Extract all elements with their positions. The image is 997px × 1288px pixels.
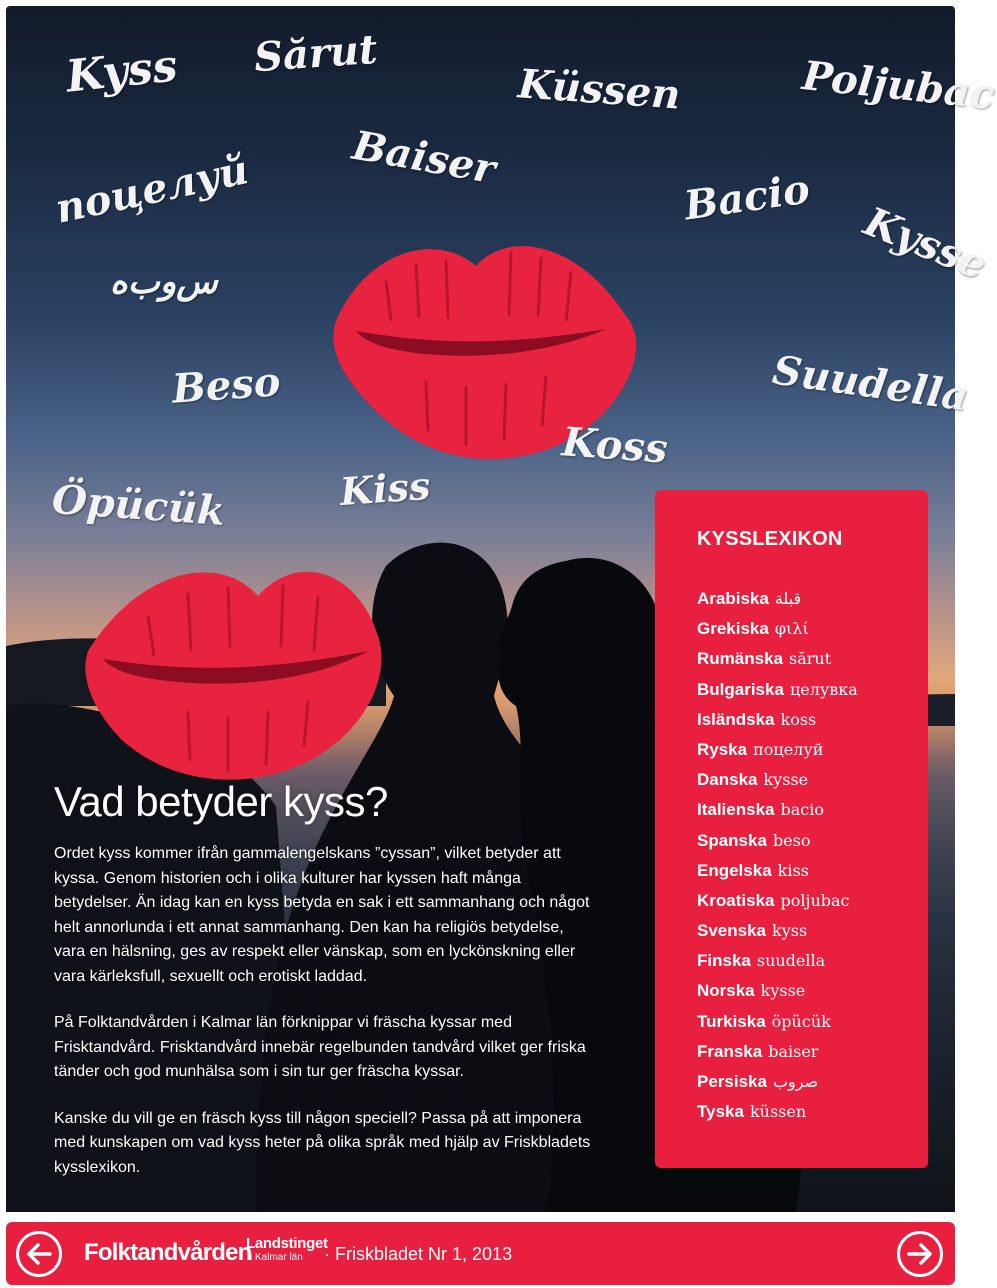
brand-folktandvarden: Folktandvården [84,1239,252,1266]
hero-word-koss: Koss [560,418,670,473]
lexicon-word: قبلة [774,589,802,608]
lexicon-language: Norska [697,981,755,1001]
hero-word-poceluy: поцелуй [51,146,253,233]
article-paragraph: Ordet kyss kommer ifrån gammalengelskans ”cyssan”, vilket betyder att kyssa. Genom historien och i olika kulturer har kyssen haft många betydelser. Än idag kan en kyss betyda en sak i ett sammanhang och något helt annorlunda i ett annat sammanhang. Den kan ha religiös betydelse, vara en hälsning, ges av respekt eller vänskap, som en lyckönskning eller vara kärleksfull, sexuellt och erotiskt laddad. [54,845,590,985]
lexicon-word: φιλί [774,619,809,639]
lexicon-word: kyss [772,921,808,941]
lexicon-word: küssen [749,1102,807,1122]
lexicon-language: Persiska [697,1072,767,1091]
lexicon-entry [697,981,928,1011]
lexicon-word: kiss [777,860,809,880]
lexicon-entry [697,649,928,679]
lexicon-language: Bulgariska [697,679,784,699]
lexicon-entry [697,800,928,830]
lexicon-entry [697,710,928,740]
lexicon-language: Spanska [697,830,767,850]
issue-label: · Friskbladet Nr 1, 2013 [324,1244,513,1264]
lexicon-entry [697,770,928,800]
footer-bar [6,1222,955,1285]
lexicon-language: Danska [697,770,758,790]
lexicon-language: Kroatiska [697,890,775,910]
lexicon-word: suudella [756,951,826,971]
lexicon-language: Ryska [697,739,748,759]
lexicon-entry [697,921,928,951]
article-title: Vad betyder kyss? [54,778,388,825]
lexicon-language: Rumänska [697,649,783,669]
article-paragraph: På Folktandvården i Kalmar län förknippar vi fräscha kyssar med Frisktandvård. Frisktandvård innebär regelbunden tandvård vilket ger friska tänder och god munhälsa som i sin tur ger fräscha kyssar. [54,1014,586,1080]
lexicon-language: Engelska [697,860,772,880]
lexicon-word: beso [772,830,811,850]
lexicon-entry [697,589,928,619]
lexicon-word: ﺻﺮوب [772,1072,819,1091]
lexicon-language: Svenska [697,921,766,941]
lexicon-entry [697,680,928,710]
lexicon-entry [697,951,928,981]
lexicon-word: bacio [780,800,824,820]
lexicon-entry [697,831,928,861]
lexicon-word: baiser [768,1041,819,1061]
arrow-right-icon [907,1243,933,1265]
article-body [54,842,599,1202]
lexicon-language: Finska [697,951,751,971]
hero-word-suudella: Suudella [769,346,972,421]
lexicon-panel [655,490,928,1168]
hero-word-kysse: Kysse [857,197,993,290]
lexicon-entry [697,891,928,921]
lexicon-language: Arabiska [697,589,769,608]
lexicon-language: Turkiska [697,1011,766,1031]
lexicon-entry [697,1012,928,1042]
article-paragraph: Kanske du vill ge en fräsch kyss till någon speciell? Passa på att imponera med kunskapen om vad kyss heter på olika språk med hjälp av Friskbladets kysslexikon. [54,1109,591,1176]
lexicon-entry [697,1102,928,1132]
logo-line-1: Landstinget [246,1235,328,1252]
hero-photo [6,6,997,1212]
lexicon-list [697,589,928,1132]
lexicon-word: целувка [789,679,858,699]
lexicon-language: Isländska [697,709,775,729]
lexicon-word: kysse [760,981,806,1001]
lexicon-entry [697,1042,928,1072]
lexicon-word: kysse [763,770,809,790]
previous-page-button[interactable] [16,1231,62,1277]
lexicon-language: Franska [697,1041,763,1061]
lexicon-language: Tyska [697,1102,744,1122]
lexicon-entry [697,619,928,649]
lexicon-entry [697,1072,928,1102]
lexicon-word: öpücük [771,1011,831,1031]
hero-word-beso: Beso [170,358,282,413]
landstinget-logo [246,1236,328,1263]
hero-word-kussen: Küssen [516,60,682,119]
arrow-left-icon [26,1243,52,1265]
hero-word-opucuk: Öpücük [50,476,227,535]
lexicon-language: Grekiska [697,619,769,639]
logo-line-2: i Kalmar län [250,1252,303,1263]
hero-word-poljubac: Poljubac [800,52,997,119]
lexicon-word: koss [780,709,817,729]
hero-word-kiss: Kiss [338,462,432,515]
hero-word-bacio: Bacio [681,165,813,230]
hero-word-kyss: Kyss [63,40,180,103]
lexicon-word: поцелуй [753,739,824,759]
lexicon-word: sărut [788,649,832,669]
lexicon-entry [697,740,928,770]
hero-word-arabic: ﺱﻭﺏﻩ [110,262,218,302]
hero-word-baiser: Baiser [349,121,499,194]
lexicon-entry [697,861,928,891]
lexicon-language: Italienska [697,800,775,820]
lexicon-word: poljubac [780,890,850,910]
next-page-button[interactable] [897,1231,943,1277]
lexicon-title: KYSSLEXIKON [697,528,843,550]
hero-word-sarut: Sărut [252,25,379,82]
